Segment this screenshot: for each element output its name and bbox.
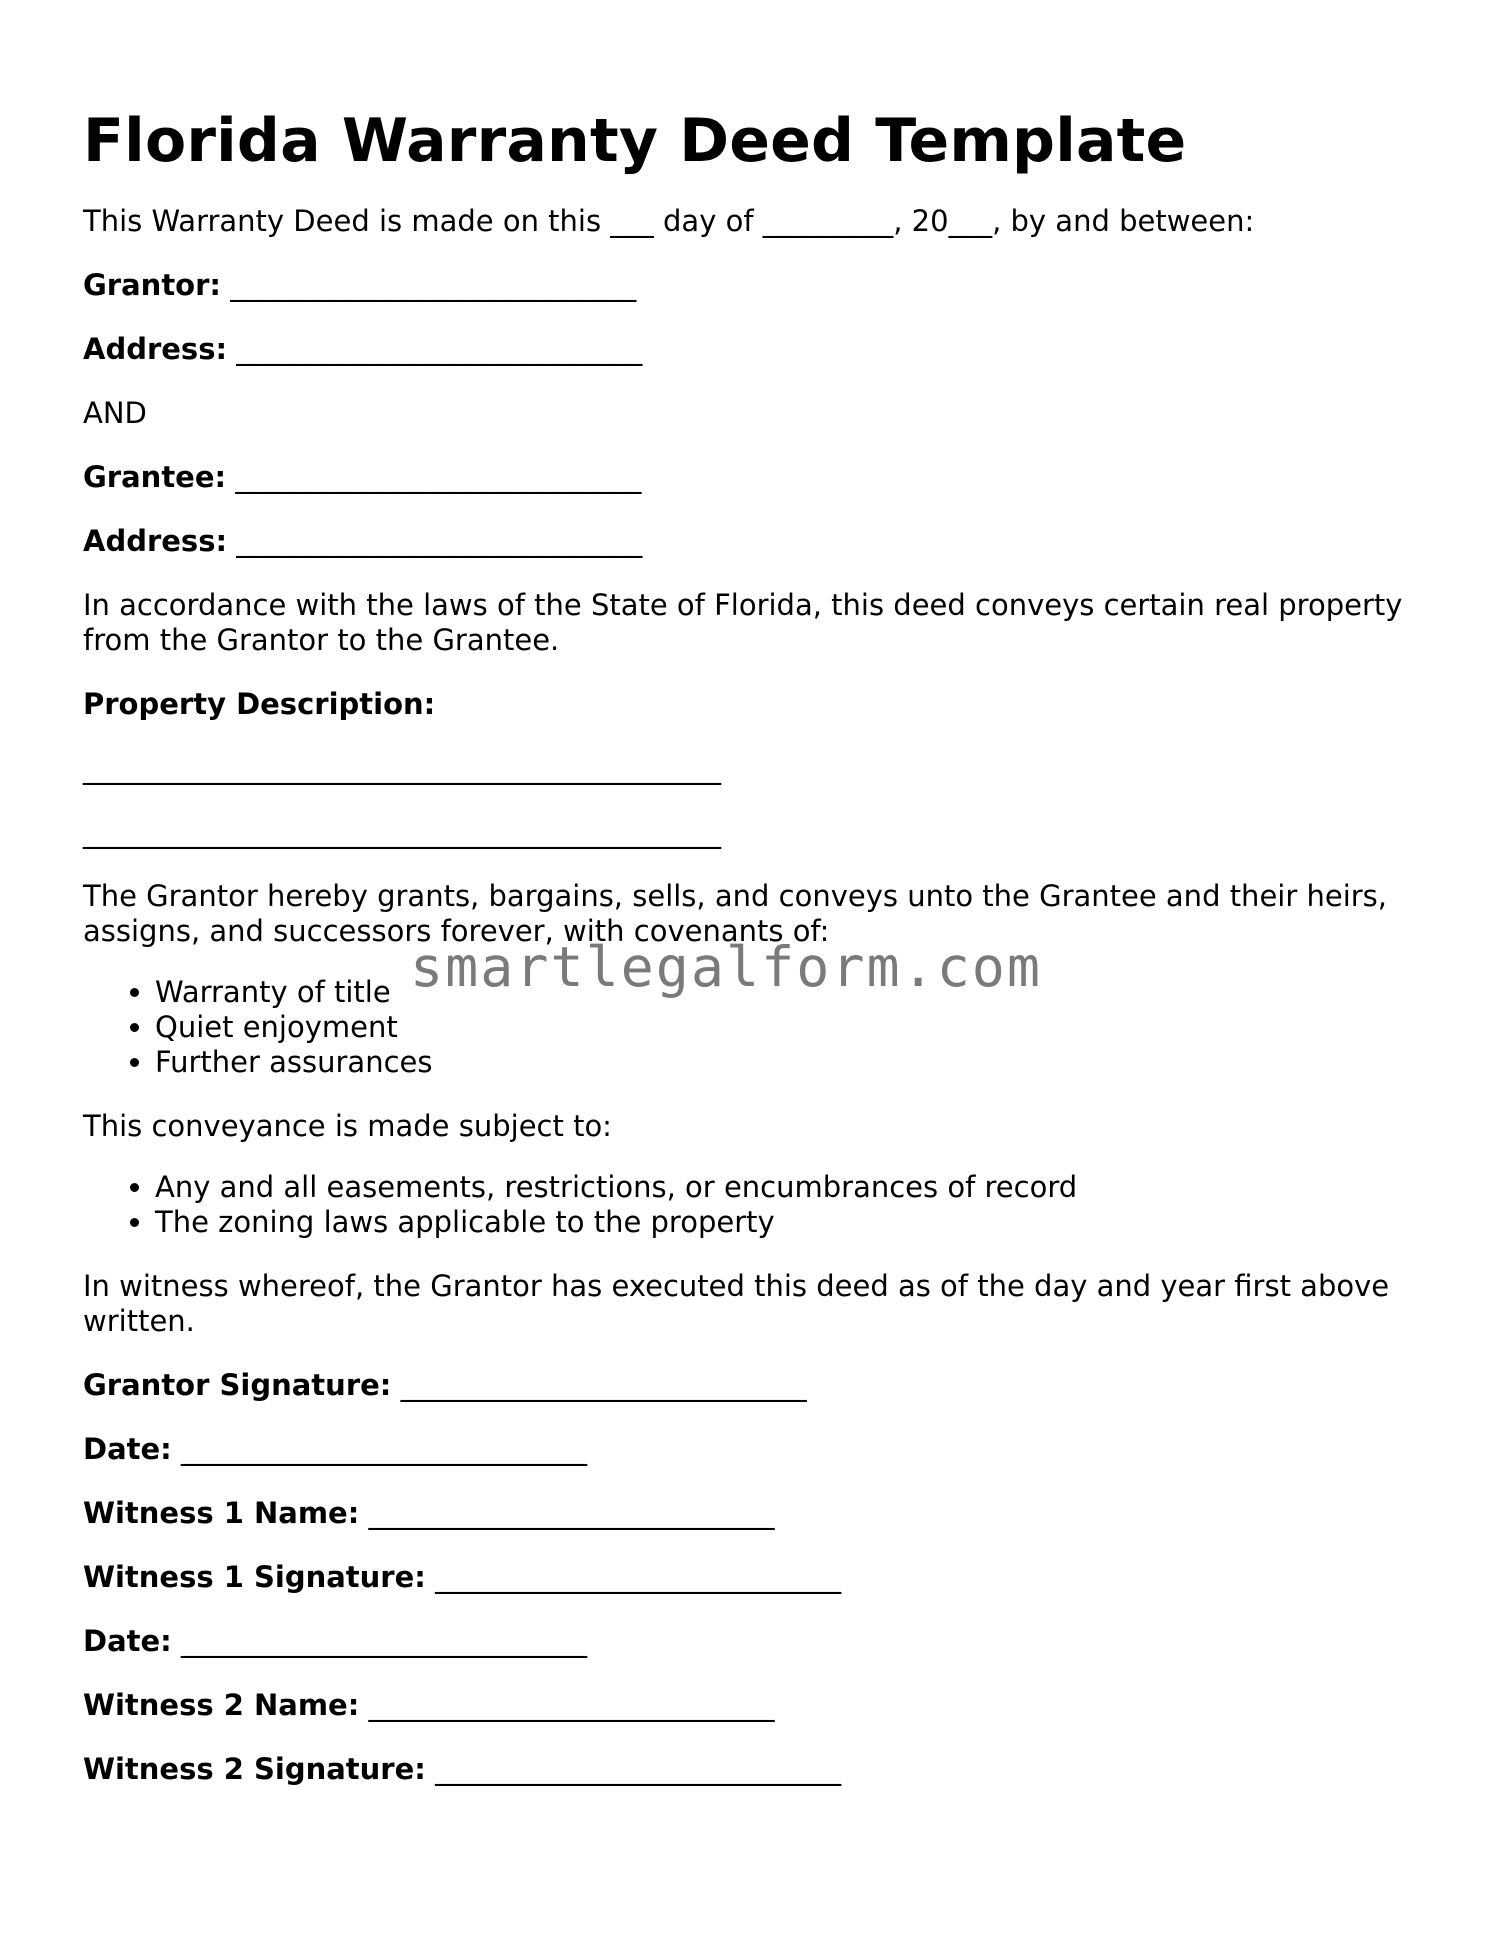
property-description-line: ____________________________________________ [83, 815, 721, 849]
signature-field-grantor [83, 1368, 1423, 1403]
document-page [83, 100, 1423, 1816]
property-description-label: Property Description: [83, 687, 436, 721]
signature-label: Date: [83, 1624, 172, 1658]
list-item: • Further assurances [155, 1045, 1423, 1080]
grantor-address-blank: ____________________________ [236, 332, 643, 366]
signature-field-date [83, 1432, 1423, 1467]
signature-label: Witness 2 Signature: [83, 1752, 426, 1786]
grantor-field [83, 268, 1423, 303]
list-item: • Quiet enjoyment [155, 1010, 1423, 1045]
list-item: • The zoning laws applicable to the property [155, 1205, 1423, 1240]
signature-blank: ____________________________ [368, 1496, 775, 1530]
grantor-address-label: Address: [83, 332, 228, 366]
grantee-address-blank: ____________________________ [236, 524, 643, 558]
document-title: Florida Warranty Deed Template [83, 106, 1187, 176]
signature-field-witness2-name [83, 1688, 1423, 1723]
signature-field-witness1-signature [83, 1560, 1423, 1595]
property-description-line: ____________________________________________ [83, 751, 721, 785]
intro-paragraph: This Warranty Deed is made on this ___ day of _________, 20___, by and between: [83, 204, 1255, 238]
signature-label: Witness 2 Name: [83, 1688, 360, 1722]
grantee-address-label: Address: [83, 524, 228, 558]
grantee-blank: ____________________________ [235, 460, 642, 494]
grantor-address-field [83, 332, 1423, 367]
signature-blank: ____________________________ [400, 1368, 807, 1402]
signature-field-witness2-signature [83, 1752, 1423, 1787]
grantee-address-field [83, 524, 1423, 559]
conveyance-paragraph: In accordance with the laws of the State of Florida, this deed conveys certain real property from the Grantor to the Grantee. [83, 588, 1403, 657]
signature-field-date [83, 1624, 1423, 1659]
list-item: • Any and all easements, restrictions, or encumbrances of record [155, 1170, 1423, 1205]
subject-to-paragraph: This conveyance is made subject to: [83, 1109, 612, 1143]
grantee-label: Grantee: [83, 460, 227, 494]
signature-label: Grantor Signature: [83, 1368, 392, 1402]
subject-to-list [83, 1170, 1423, 1240]
signature-blank: ____________________________ [435, 1560, 842, 1594]
signature-blank: ____________________________ [368, 1688, 775, 1722]
signature-field-witness1-name [83, 1496, 1423, 1531]
covenants-list [83, 975, 1423, 1080]
witness-paragraph: In witness whereof, the Grantor has executed this deed as of the day and year first above written. [83, 1269, 1390, 1338]
signature-label: Witness 1 Signature: [83, 1560, 426, 1594]
signature-label: Witness 1 Name: [83, 1496, 360, 1530]
signature-blank: ____________________________ [181, 1624, 587, 1658]
grant-paragraph: The Grantor hereby grants, bargains, sells, and conveys unto the Grantee and their heirs, assigns, and successors forever, with covenants of: [83, 879, 1388, 948]
grantee-field [83, 460, 1423, 495]
grantor-label: Grantor: [83, 268, 222, 302]
grantor-blank: ____________________________ [230, 268, 637, 302]
signature-blank: ____________________________ [435, 1752, 842, 1786]
list-item: • Warranty of title [155, 975, 1423, 1010]
watermark: smartlegalform.com [410, 935, 1043, 999]
and-text: AND [83, 396, 147, 430]
signature-blank: ____________________________ [181, 1432, 587, 1466]
signature-label: Date: [83, 1432, 172, 1466]
